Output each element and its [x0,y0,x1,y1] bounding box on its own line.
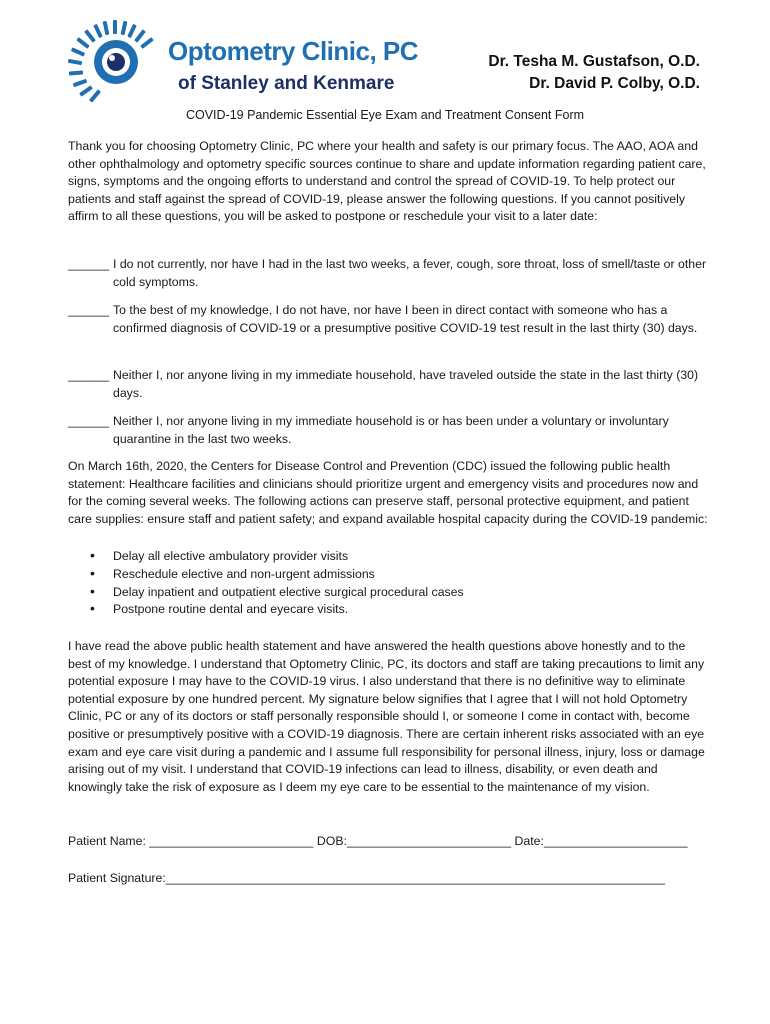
clinic-logo [66,18,166,106]
list-item: • Reschedule elective and non-urgent admissions [90,564,375,581]
doctor-name: Dr. Tesha M. Gustafson, O.D. [488,53,700,70]
eye-logo-icon [66,18,166,106]
question-text: Neither I, nor anyone living in my immediate household is or has been under a voluntary or involuntary quarantine in the last two weeks. [113,414,669,446]
bullet-icon: • [90,564,95,581]
question-text: I do not currently, nor have I had in the last two weeks, a fever, cough, sore throat, loss of smell/taste or other cold symptoms. [113,257,707,289]
screening-question [68,302,708,337]
clinic-subtitle: of Stanley and Kenmare [178,73,395,94]
cdc-statement: On March 16th, 2020, the Centers for Disease Control and Prevention (CDC) issued the following public health statement: Healthcare facilities and clinicians should prioritize urgent and emergency visits and procedures now and for the coming several weeks. The following actions can preserve staff, personal protective equipment, and patient care supplies: ensure staff and patient safety; and expand available hospital capacity during the COVID-19 pandemic: [68,459,708,526]
doctor-name: Dr. David P. Colby, O.D. [529,75,700,92]
date-field[interactable]: Date:_____________________ [511,834,688,848]
answer-blank[interactable]: ______ [68,303,110,317]
clinic-name: Optometry Clinic, PC [168,36,419,66]
bullet-icon: • [90,600,95,617]
answer-blank[interactable]: ______ [68,368,110,382]
patient-info-row [68,834,688,848]
form-title: COVID-19 Pandemic Essential Eye Exam and Treatment Consent Form [185,108,585,122]
answer-blank[interactable]: ______ [68,414,110,428]
dob-field[interactable]: DOB:________________________ [313,834,512,848]
list-item: • Delay inpatient and outpatient elective surgical procedural cases [90,582,464,599]
bullet-list [88,548,464,619]
question-text: Neither I, nor anyone living in my immediate household, have traveled outside the state in the last thirty (30) days. [113,368,699,400]
list-item: • Delay all elective ambulatory provider visits [90,547,349,563]
screening-question [68,413,708,448]
list-item: • Postpone routine dental and eyecare visits. [90,600,349,617]
screening-question [68,367,708,402]
patient-name-field[interactable]: Patient Name: ________________________ [68,834,314,848]
bullet-icon: • [90,547,95,563]
question-text: To the best of my knowledge, I do not have, nor have I been in direct contact with someone who has a confirmed diagnosis of COVID-19 or a presumptive positive COVID-19 test result in the last thirty (30) days. [113,303,698,335]
signature-row [68,871,665,885]
patient-signature-field[interactable]: Patient Signature:_________________________________________________________________________ [68,871,665,885]
intro-paragraph: Thank you for choosing Optometry Clinic, PC where your health and safety is our primary focus. The AAO, AOA and other ophthalmology and optometry specific sources continue to share and update information regarding patient care, signs, symptoms and the ongoing efforts to understand and control the spread of COVID-19. To help protect our patients and staff against the spread of COVID-19, please answer the following questions. If you cannot positively affirm to all these questions, you will be asked to postpone or reschedule your visit to a later date: [68,139,706,224]
bullet-icon: • [90,582,95,599]
doctors-block [470,51,700,95]
consent-paragraph: I have read the above public health statement and have answered the health questions above honestly and to the best of my knowledge. I understand that Optometry Clinic, PC, its doctors and staff are taking precautions to limit any potential exposure I may have to the COVID-19 virus. I also understand that there is no definitive way to eliminate potential exposure by one hundred percent. My signature below signifies that I agree that I will not hold Optometry Clinic, PC or any of its doctors or staff personally responsible should I, or someone I come in contact with, become positive or presumptively positive with a COVID-19 diagnosis. There are certain inherent risks associated with an eye exam and eye care visit during a pandemic and I assume full responsibility for personal illness, injury, loss or damage arising out of my visit. I understand that COVID-19 infections can lead to illness, disability, or even death and knowingly take the risk of exposure as I deem my eye care to be essential to the maintenance of my vision. [68,639,705,794]
answer-blank[interactable]: ______ [68,257,110,271]
screening-question [68,256,708,291]
